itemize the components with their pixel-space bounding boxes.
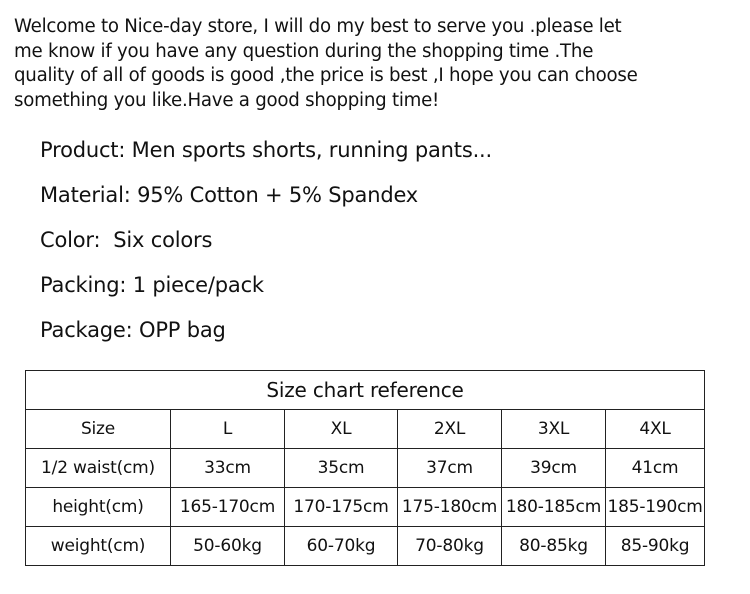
table-cell: 175-180cm	[398, 488, 502, 527]
size-chart-table	[25, 370, 705, 566]
table-cell: 33cm	[171, 449, 285, 488]
spec-color: Color: Six colors	[40, 228, 213, 252]
header-cell-l: L	[171, 410, 285, 449]
table-cell: 165-170cm	[171, 488, 285, 527]
table-cell: 185-190cm	[606, 488, 705, 527]
table-row-weight	[26, 527, 705, 566]
table-row-waist	[26, 449, 705, 488]
table-cell: 170-175cm	[285, 488, 398, 527]
spec-package: Package: OPP bag	[40, 318, 226, 342]
row-label-weight: weight(cm)	[26, 527, 171, 566]
table-cell: 85-90kg	[606, 527, 705, 566]
table-cell: 50-60kg	[171, 527, 285, 566]
table-cell: 60-70kg	[285, 527, 398, 566]
spec-material: Material: 95% Cotton + 5% Spandex	[40, 183, 419, 207]
size-chart-title: Size chart reference	[26, 371, 705, 410]
size-chart-title-row	[26, 371, 705, 410]
row-label-waist: 1/2 waist(cm)	[26, 449, 171, 488]
table-cell: 41cm	[606, 449, 705, 488]
table-cell: 80-85kg	[502, 527, 606, 566]
table-cell: 180-185cm	[502, 488, 606, 527]
row-label-height: height(cm)	[26, 488, 171, 527]
header-cell-3xl: 3XL	[502, 410, 606, 449]
table-cell: 39cm	[502, 449, 606, 488]
header-cell-2xl: 2XL	[398, 410, 502, 449]
spec-packing: Packing: 1 piece/pack	[40, 273, 264, 297]
spec-product: Product: Men sports shorts, running pants...	[40, 138, 492, 162]
header-cell-size: Size	[26, 410, 171, 449]
header-cell-4xl: 4XL	[606, 410, 705, 449]
table-cell: 37cm	[398, 449, 502, 488]
header-cell-xl: XL	[285, 410, 398, 449]
table-row-height	[26, 488, 705, 527]
size-chart-header-row	[26, 410, 705, 449]
welcome-message: Welcome to Nice-day store, I will do my best to serve you .please let me know if you have any question during the shopping time .The quality of all of goods is good ,the price is best ,I hope you can choose something you like.Have a good shopping time!	[14, 16, 638, 111]
table-cell: 70-80kg	[398, 527, 502, 566]
product-specs	[40, 136, 492, 361]
table-cell: 35cm	[285, 449, 398, 488]
